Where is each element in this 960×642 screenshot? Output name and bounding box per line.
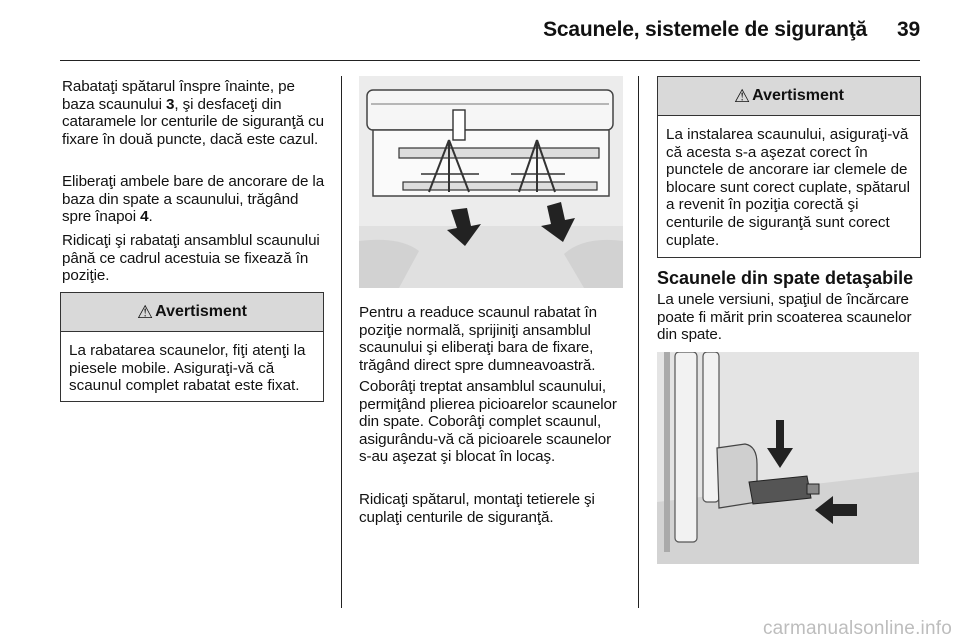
warning-triangle-icon: ⚠: [136, 301, 154, 322]
column-divider-right: [638, 76, 639, 608]
col2-paragraph-2: Coborâţi treptat ansamblul scaunului, permiţând plierea picioarelor scaunelor din spate. Coborâţi complet scaunul, asigurându-vă că picioarele scaunelor s-au aşezat şi blocat în locaş.: [359, 378, 617, 466]
folded-seat-illustration: [359, 76, 623, 288]
warning-box-seat-fold: [60, 292, 324, 402]
warning-header: ⚠ Avertisment: [61, 293, 323, 332]
warning-triangle-icon: ⚠: [733, 85, 751, 106]
page-title: Scaunele, sistemele de siguranţă: [543, 18, 868, 41]
warning-box-seat-install: [657, 76, 921, 258]
col2-paragraph-1: Pentru a readuce scaunul rabatat în poziţie normală, sprijiniţi ansamblul scaunului şi eliberaţi bara de fixare, trăgând direct spre dumneavoastră.: [359, 304, 597, 374]
col1-paragraph-2: Eliberaţi ambele bare de ancorare de la baza din spate a scaunului, trăgând spre înapoi 4.: [62, 173, 325, 226]
col3-paragraph-1: La unele versiuni, spaţiul de încărcare poate fi mărit prin scoaterea scaunelor din spate.: [657, 291, 912, 344]
header-divider: [60, 60, 920, 61]
seat-anchor-illustration: [657, 352, 919, 564]
col1-paragraph-1: Rabataţi spătarul înspre înainte, pe baza scaunului 3, şi desfaceţi din cataramele lor centurile de siguranţă cu fixare în două puncte, dacă este cazul.: [62, 78, 324, 148]
col2-paragraph-3: Ridicaţi spătarul, montaţi tetierele şi cuplaţi centurile de siguranţă.: [359, 491, 595, 526]
warning-text: La instalarea scaunului, asiguraţi-vă că acesta s-a aşezat corect în punctele de ancorare iar clemele de blocare sunt corect cuplate, spătarul a revenit în poziţia corectă şi centurile de siguranţă sunt corect cuplate.: [666, 126, 910, 249]
page-header: [543, 18, 920, 42]
page-number: 39: [897, 18, 920, 41]
column-divider-left: [341, 76, 342, 608]
warning-text: La rabatarea scaunelor, fiţi atenţi la piesele mobile. Asiguraţi-vă că scaunul complet rabatat este fixat.: [69, 342, 306, 395]
section-heading: Scaunele din spate detaşabile: [657, 268, 914, 288]
watermark: carmanualsonline.info: [762, 618, 952, 639]
warning-header: ⚠ Avertisment: [658, 77, 920, 116]
col1-paragraph-3: Ridicaţi şi rabataţi ansamblul scaunului până ce cadrul acestuia se fixează în poziţie.: [62, 232, 320, 285]
